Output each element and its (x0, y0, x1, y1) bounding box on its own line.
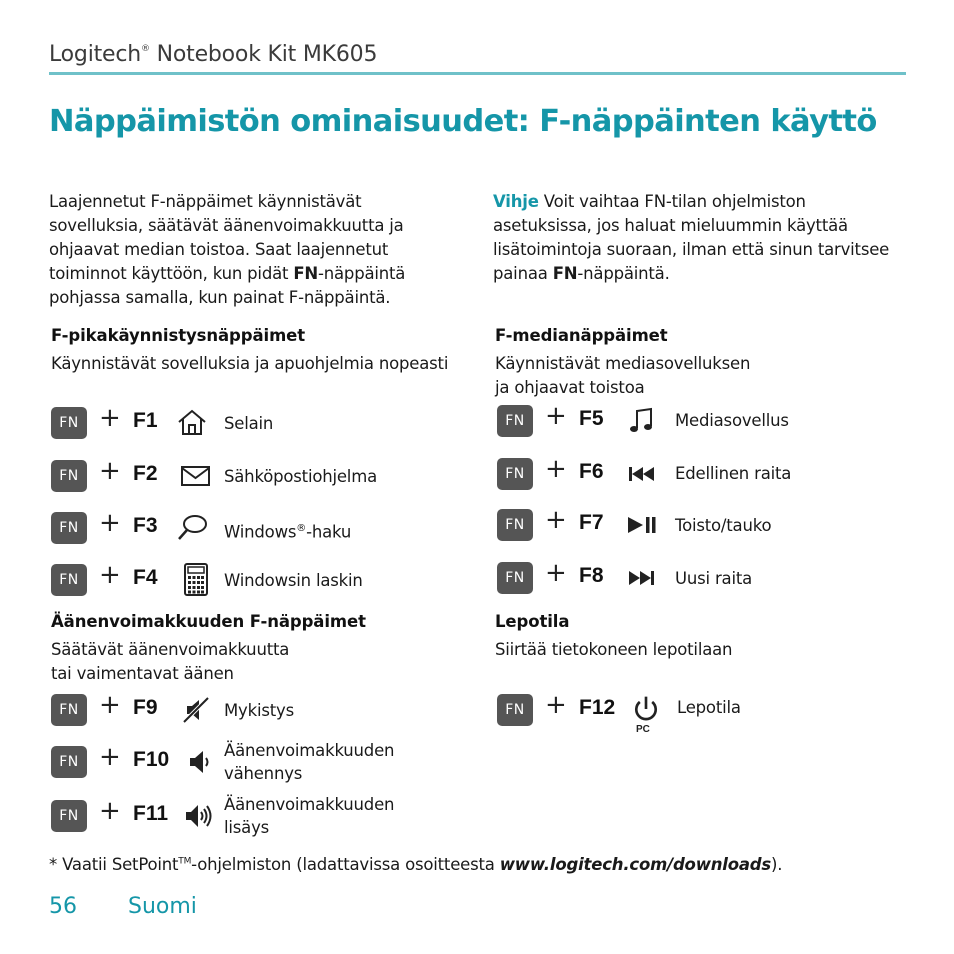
power-icon (631, 694, 661, 724)
fn-key: FN (497, 458, 533, 490)
f12-label: Lepotila (677, 698, 741, 717)
next-track-icon (626, 561, 660, 595)
music-note-icon (626, 404, 660, 438)
intro-paragraph: Laajennetut F-näppäimet käynnistävät sovelluksia, säätävät äänenvoimakkuutta ja ohjaavat median toistoa. Saat laajennetut toiminnot käyttöön, kun pidät FN-näppäintä pohjassa samalla, kun painat F-näppäintä. (49, 192, 406, 307)
plus-sign: + (545, 505, 567, 535)
f10-key: F10 (133, 748, 170, 771)
fn-key: FN (497, 405, 533, 437)
mail-icon (179, 459, 213, 493)
plus-sign: + (545, 558, 567, 588)
plus-sign: + (545, 690, 567, 720)
volume-keys-title: Äänenvoimakkuuden F-näppäimet (51, 612, 366, 631)
sleep-title: Lepotila (495, 612, 570, 631)
plus-sign: + (99, 690, 121, 720)
plus-sign: + (99, 508, 121, 538)
f1-label: Selain (224, 414, 274, 433)
fn-key: FN (497, 509, 533, 541)
f11-key: F11 (133, 802, 169, 825)
f3-key: F3 (133, 514, 158, 537)
mute-icon (179, 693, 213, 727)
f7-key: F7 (579, 511, 604, 534)
media-keys-desc: Käynnistävät mediasovelluksen ja ohjaavat toistoa (495, 354, 751, 397)
fn-key: FN (51, 694, 87, 726)
pc-sublabel: PC (636, 724, 650, 735)
fn-key: FN (51, 800, 87, 832)
plus-sign: + (99, 403, 121, 433)
launch-keys-title: F-pikakäynnistysnäppäimet (51, 326, 306, 345)
f4-key: F4 (133, 566, 158, 589)
search-icon (175, 511, 209, 545)
downloads-link[interactable]: www.logitech.com/downloads (499, 855, 772, 874)
plus-sign: + (99, 456, 121, 486)
f6-key: F6 (579, 460, 604, 483)
f5-key: F5 (579, 407, 604, 430)
plus-sign: + (99, 742, 121, 772)
volume-up-icon (182, 799, 216, 833)
f2-label: Sähköpostiohjelma (224, 467, 377, 486)
plus-sign: + (99, 560, 121, 590)
page-heading: Näppäimistön ominaisuudet: F-näppäinten käyttö (49, 104, 877, 139)
fn-key: FN (51, 407, 87, 439)
fn-key: FN (497, 562, 533, 594)
media-keys-title: F-medianäppäimet (495, 326, 668, 345)
f4-label: Windowsin laskin (224, 571, 363, 590)
play-pause-icon (626, 508, 660, 542)
volume-keys-desc: Säätävät äänenvoimakkuutta tai vaimentavat äänen (51, 640, 290, 683)
f9-key: F9 (133, 696, 158, 719)
header-rule (49, 72, 906, 75)
f8-label: Uusi raita (675, 569, 753, 588)
f5-label: Mediasovellus (675, 411, 789, 430)
tip-label: Vihje (493, 192, 539, 211)
header-title: Logitech® Notebook Kit MK605 (49, 42, 378, 67)
tip-paragraph: Vihje Voit vaihtaa FN-tilan ohjelmiston asetuksissa, jos haluat mieluummin käyttää lisätoimintoja suoraan, ilman että sinun tarvitsee painaa FN-näppäintä. (493, 192, 890, 283)
plus-sign: + (545, 401, 567, 431)
fn-key: FN (51, 460, 87, 492)
f6-label: Edellinen raita (675, 464, 792, 483)
plus-sign: + (545, 454, 567, 484)
plus-sign: + (99, 796, 121, 826)
previous-track-icon (626, 457, 660, 491)
volume-down-icon (185, 745, 219, 779)
page-number: 56 (49, 894, 77, 919)
language-label: Suomi (128, 894, 197, 919)
f11-label: Äänenvoimakkuuden lisäys (224, 795, 395, 837)
launch-keys-desc: Käynnistävät sovelluksia ja apuohjelmia nopeasti (51, 354, 449, 373)
fn-key: FN (51, 564, 87, 596)
f9-label: Mykistys (224, 701, 294, 720)
f1-key: F1 (133, 409, 158, 432)
calculator-icon (179, 563, 213, 597)
f7-label: Toisto/tauko (675, 516, 772, 535)
f10-label: Äänenvoimakkuuden vähennys (224, 741, 395, 783)
fn-key: FN (497, 694, 533, 726)
fn-key: FN (51, 512, 87, 544)
f3-label: Windows®-haku (224, 522, 352, 542)
f8-key: F8 (579, 564, 604, 587)
footnote: * Vaatii SetPoint™-ohjelmiston (ladattavissa osoitteesta www.logitech.com/downloads). (49, 855, 783, 874)
home-icon (175, 406, 209, 440)
f12-key: F12 (579, 696, 616, 719)
sleep-desc: Siirtää tietokoneen lepotilaan (495, 640, 733, 659)
f2-key: F2 (133, 462, 158, 485)
fn-key: FN (51, 746, 87, 778)
